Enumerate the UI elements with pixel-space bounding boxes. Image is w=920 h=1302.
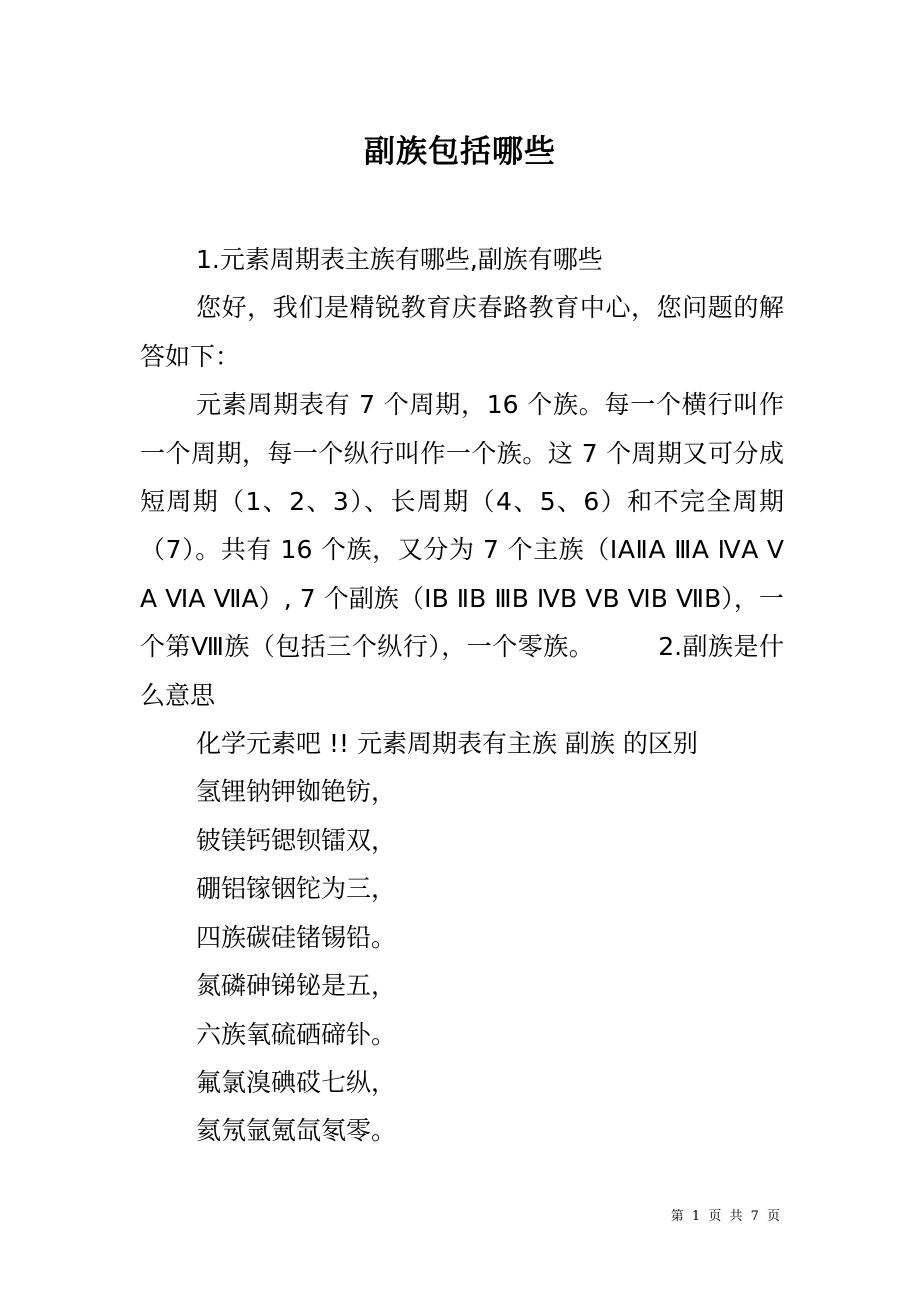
question-1: 1.元素周期表主族有哪些,副族有哪些 bbox=[196, 245, 603, 274]
answer-paragraph bbox=[140, 381, 784, 720]
intro-line: 化学元素吧 !! 元素周期表有主族 副族 的区别 bbox=[196, 729, 698, 759]
question-2: 2.副族是什么意思 bbox=[140, 632, 784, 710]
verse-line: 硼铝镓铟铊为三， bbox=[196, 874, 397, 904]
page-number: 第 1 页 共 7 页 bbox=[670, 1209, 782, 1224]
verse-line: 氦氖氩氪氙氡零。 bbox=[196, 1116, 397, 1146]
document-body bbox=[140, 236, 784, 1156]
verse-line: 氢锂钠钾铷铯钫， bbox=[196, 777, 397, 807]
verse-line: 铍镁钙锶钡镭双， bbox=[196, 825, 397, 855]
greeting-paragraph: 您好，我们是精锐教育庆春路教育中心，您问题的解答如下： bbox=[140, 293, 784, 371]
answer-text: 元素周期表有 7 个周期，16 个族。每一个横行叫作一个周期，每一个纵行叫作一个族。这 7 个周期又可分成短周期（1、2、3）、长周期（4、5、6）和不完全周期（7）。共有 16 个族，又分为 7 个主族（ⅠAⅡA ⅢA ⅣA ⅤA ⅥA ⅦA）, 7 个副族（ⅠB ⅡB ⅢB ⅣB ⅤB ⅥB ⅦB），一个第Ⅷ族（包括三个纵行），一个零族。 bbox=[140, 390, 784, 662]
document-title: 副族包括哪些 bbox=[364, 134, 556, 170]
verse-line: 氮磷砷锑铋是五， bbox=[196, 971, 397, 1001]
verse-line: 氟氯溴碘砹七纵， bbox=[196, 1067, 397, 1097]
verse-line: 四族碳硅锗锡铅。 bbox=[196, 922, 397, 952]
verse-line: 六族氧硫硒碲钋。 bbox=[196, 1019, 397, 1049]
